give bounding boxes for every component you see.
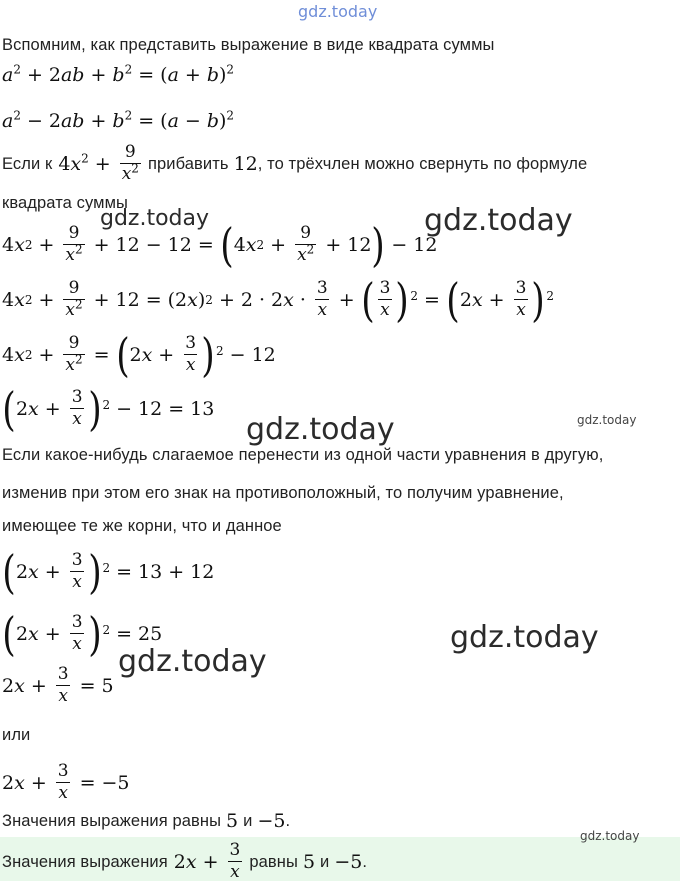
watermark: gdz.today (577, 413, 637, 427)
equation-7: 2 x + $\frac{3}{x}$ = 5 (2, 664, 114, 706)
equation-4: ( 2 x + $\frac{3}{x}$ ) 2 − 12 = 13 (2, 382, 215, 436)
p1-prefix: Если к (2, 154, 53, 173)
watermark: gdz.today (450, 620, 599, 655)
p1-middle: прибавить (147, 154, 229, 173)
watermark: gdz.today (580, 829, 640, 843)
equation-6: ( 2 x + $\frac{3}{x}$ ) 2 = 25 (2, 607, 163, 661)
equation-8: 2 x + $\frac{3}{x}$ = −5 (2, 761, 130, 803)
watermark: gdz.today (424, 203, 573, 238)
paragraph-2-line-1: Если какое-нибудь слагаемое перенести из одной части уравнения в другую, (2, 446, 604, 464)
answer-line: Значения выражения 2x + $\frac{3}{x}$ равны 5 и −5 . (2, 840, 368, 882)
identity-sum: $a^2 + 2ab + b^2 = (a + b)^2$ (2, 62, 235, 86)
watermark: gdz.today (100, 206, 210, 231)
p1-number: 12 (233, 152, 258, 175)
identity-diff: $a^2 - 2ab + b^2 = (a - b)^2$ (2, 108, 235, 132)
watermark: gdz.today (118, 644, 267, 679)
equation-5: ( 2 x + $\frac{3}{x}$ ) 2 = 13 + 12 (2, 545, 215, 599)
fraction-9-x2: $\frac{9}{x^2}$ (121, 142, 139, 184)
or-word: или (2, 726, 31, 744)
watermark: gdz.today (246, 412, 395, 447)
paragraph-1-line-2: квадрата суммы (2, 194, 128, 212)
p1-suffix: , то трёхчлен можно свернуть по формуле (257, 154, 588, 173)
watermark-top: gdz.today (298, 2, 378, 21)
paragraph-2-line-3: имеющее те же корни, что и данное (2, 517, 282, 535)
equation-1: 4 x 2 + $\frac{9}{x^2}$ + 12 − 12 = ( 4 x 2 + $\frac{9}{x^2}$ + 12 ) − 12 (2, 218, 438, 272)
equation-2: 4 x 2 + $\frac{9}{x^2}$ + 12 = (2 x ) 2 + 2 · 2 x · $\frac{3}{x}$ + ( $\frac{3}{x}$ ) 2 = ( 2 x + $\frac{3}{x}$ ) 2 (2, 273, 555, 327)
intro-text: Вспомним, как представить выражение в виде квадрата суммы (2, 36, 495, 54)
conclusion-line: Значения выражения равны 5 и −5 . (2, 810, 291, 832)
paragraph-2-line-2: изменив при этом его знак на противоположный, то получим уравнение, (2, 484, 564, 502)
paragraph-1-line-1: Если к $4x^2$ + $\frac{9}{x^2}$ прибавить 12 , то трёхчлен можно свернуть по формуле (2, 142, 588, 184)
equation-3: 4 x 2 + $\frac{9}{x^2}$ = ( 2 x + $\frac{3}{x}$ ) 2 − 12 (2, 328, 276, 382)
